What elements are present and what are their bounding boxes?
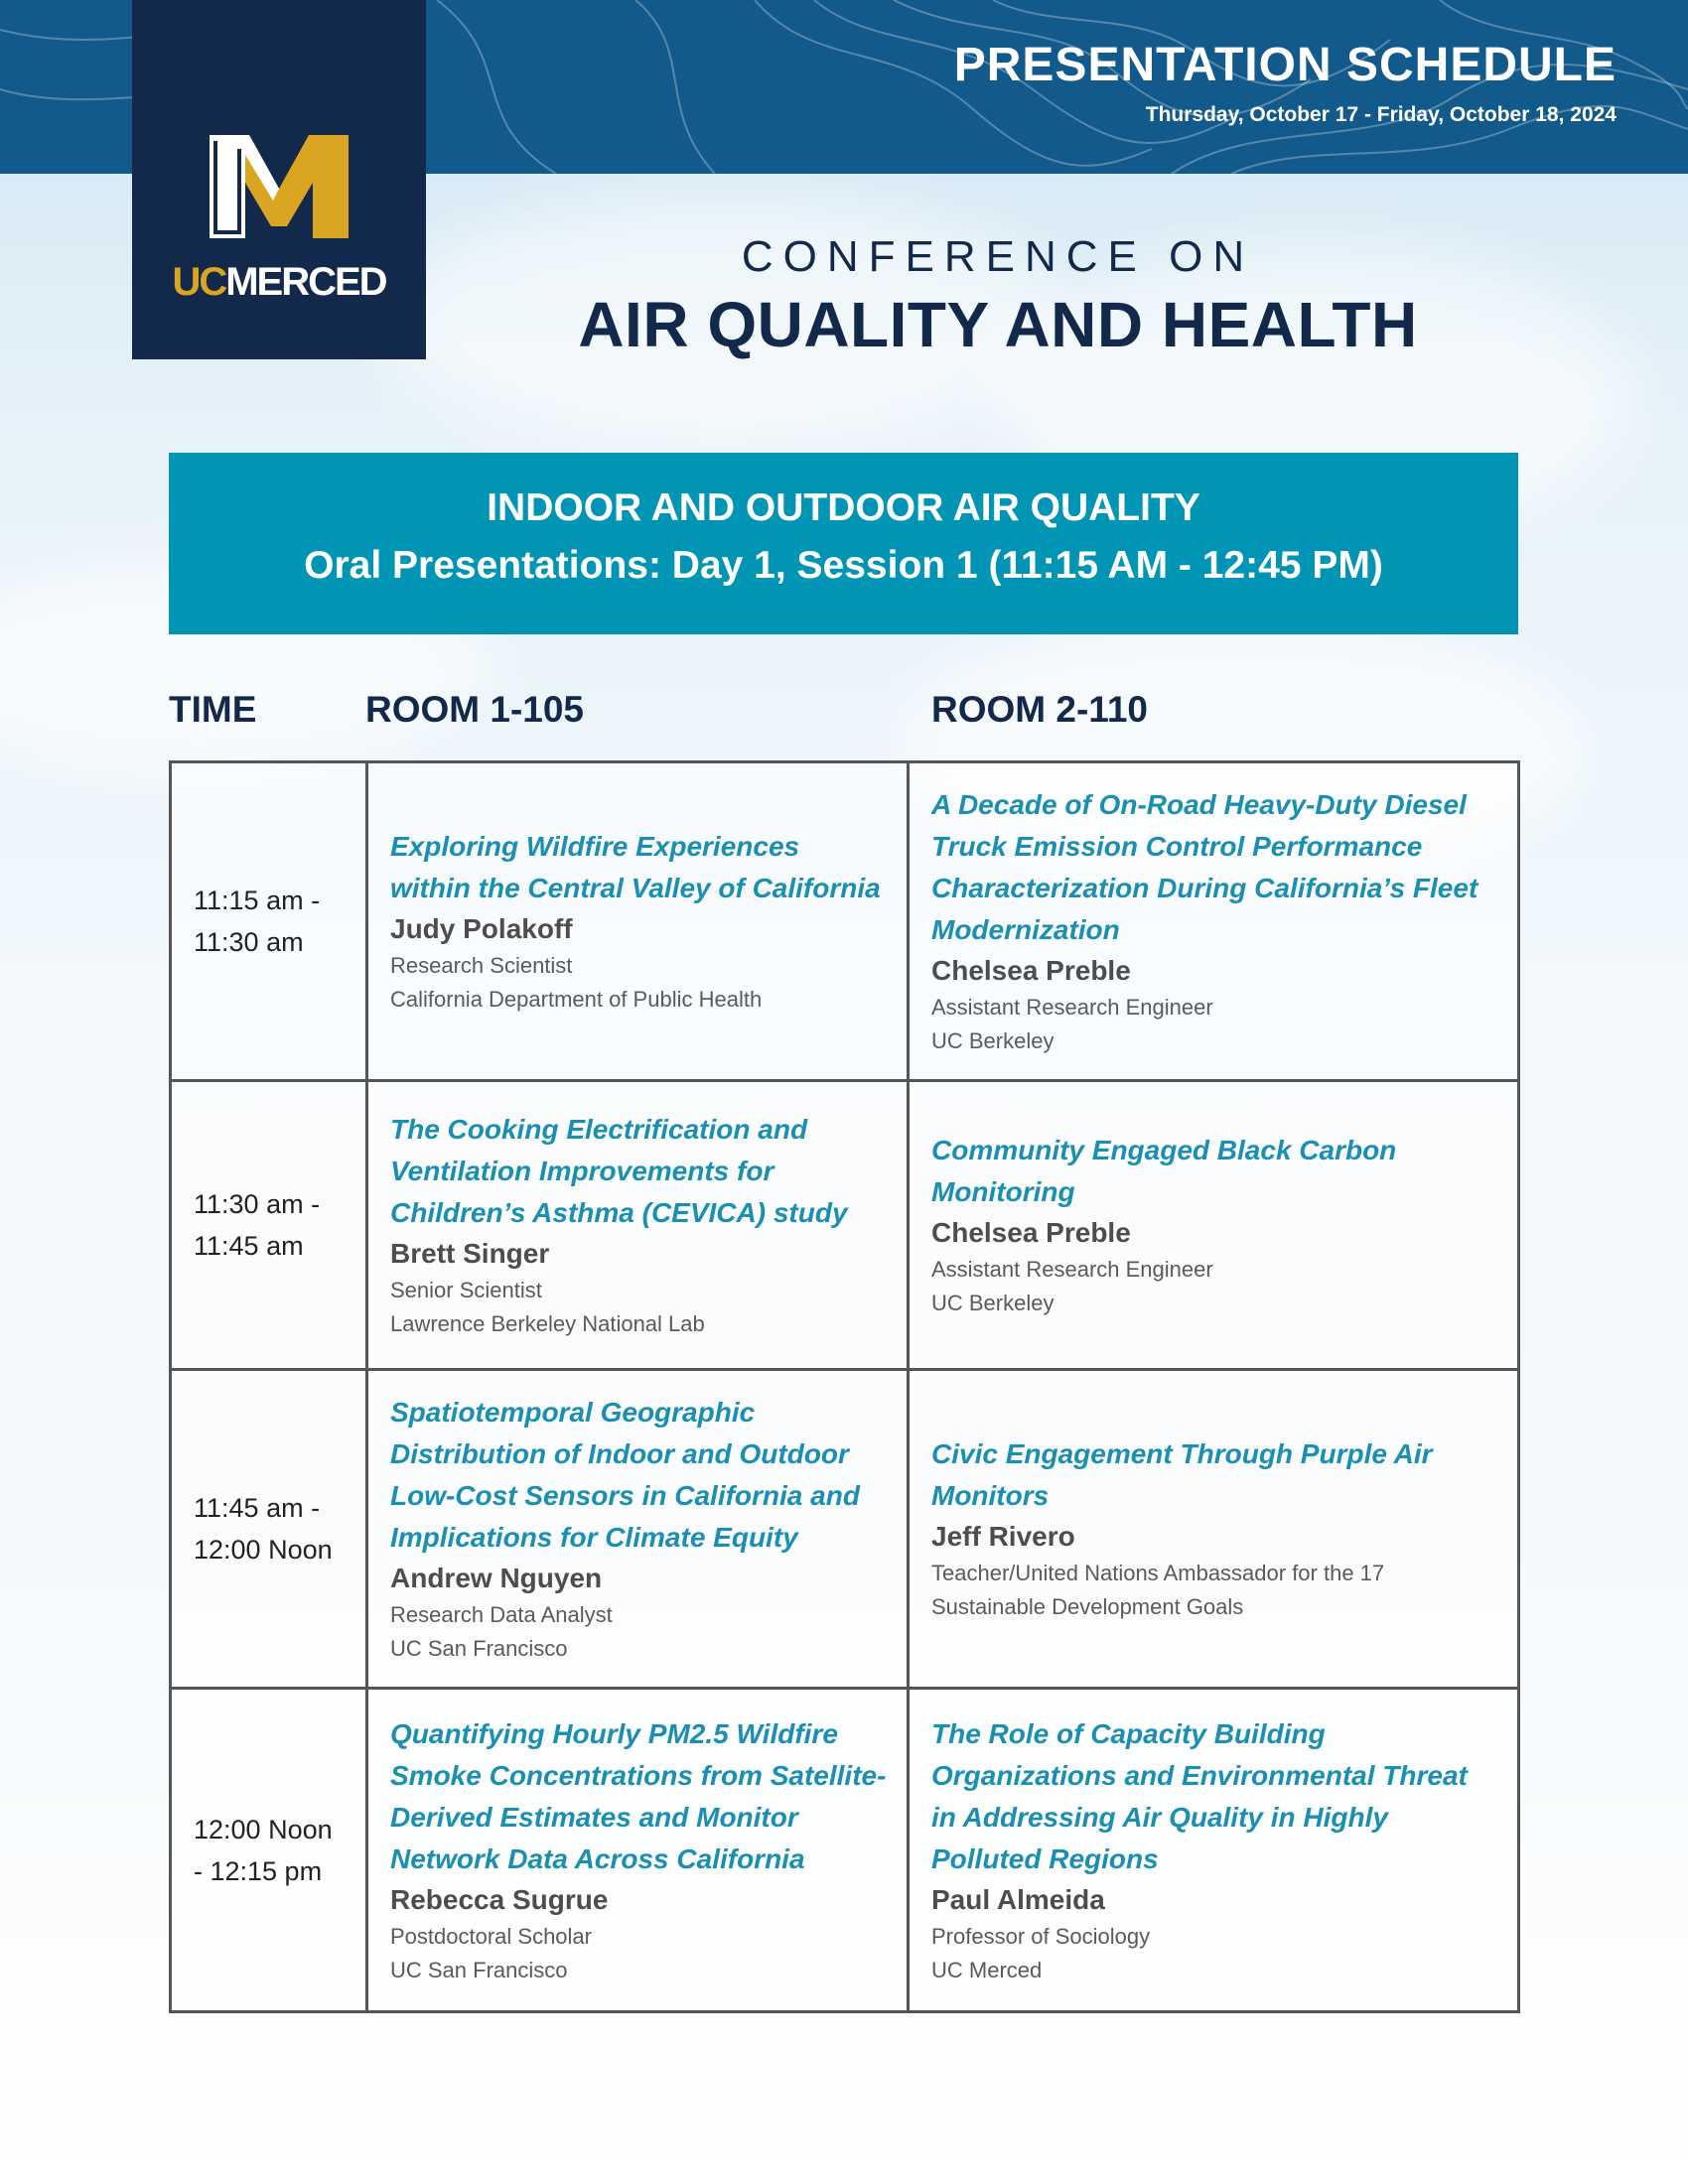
room1-cell	[367, 762, 909, 1081]
session-banner	[169, 453, 1518, 634]
conference-title: AIR QUALITY AND HEALTH	[578, 289, 1418, 360]
speaker-name: Paul Almeida	[931, 1883, 1105, 1915]
speaker-org: UC Merced	[931, 1957, 1043, 1982]
time-cell	[171, 1081, 367, 1370]
speaker-role: Senior Scientist	[390, 1278, 542, 1302]
presentation-title: Community Engaged Black Carbon Monitoring	[931, 1135, 1397, 1207]
column-header-room2: ROOM 2-110	[931, 689, 1148, 730]
speaker-name: Brett Singer	[390, 1238, 550, 1269]
room2-cell	[909, 762, 1519, 1081]
presentation-title: Exploring Wildfire Experiences within the Central Valley of California	[390, 831, 881, 903]
presentation-title: Civic Engagement Through Purple Air Monitors	[931, 1438, 1433, 1511]
presentation-title: A Decade of On-Road Heavy-Duty Diesel Truck Emission Control Performance Characterization During California’s Fleet Modernization	[931, 789, 1478, 945]
room2-cell	[909, 1689, 1519, 2012]
table-row	[171, 1689, 1519, 2012]
speaker-name: Chelsea Preble	[931, 1217, 1131, 1248]
column-header-room1: ROOM 1-105	[365, 689, 585, 730]
logo-wordmark	[132, 260, 426, 305]
speaker-role: Assistant Research Engineer	[931, 1257, 1213, 1282]
time-start: 12:00 Noon	[194, 1814, 333, 1844]
session-topic: INDOOR AND OUTDOOR AIR QUALITY	[487, 486, 1200, 529]
speaker-name: Rebecca Sugrue	[390, 1883, 609, 1915]
presentation-title: The Role of Capacity Building Organizations and Environmental Threat in Addressing Air Quality in Highly Polluted Regions	[931, 1717, 1468, 1874]
speaker-role: Research Data Analyst	[390, 1602, 613, 1627]
time-end: 12:00 Noon	[194, 1535, 333, 1565]
room1-cell	[367, 1689, 909, 2012]
m-logo-icon	[202, 127, 356, 246]
time-cell	[171, 762, 367, 1081]
logo-uc-text: UC	[172, 260, 226, 304]
speaker-name: Judy Polakoff	[390, 913, 573, 944]
time-cell	[171, 1370, 367, 1689]
room2-cell	[909, 1081, 1519, 1370]
session-details: Oral Presentations: Day 1, Session 1 (11:15 AM - 12:45 PM)	[304, 544, 1383, 587]
speaker-role: Teacher/United Nations Ambassador for the 17 Sustainable Development Goals	[931, 1561, 1385, 1619]
uc-merced-logo	[132, 0, 426, 359]
speaker-org: California Department of Public Health	[390, 987, 763, 1012]
schedule-title: PRESENTATION SCHEDULE	[953, 39, 1617, 91]
table-row	[171, 762, 1519, 1081]
logo-merced-text: MERCED	[225, 260, 386, 304]
speaker-role: Professor of Sociology	[931, 1923, 1151, 1949]
schedule-table	[169, 760, 1520, 2013]
conference-supertitle: CONFERENCE ON	[741, 232, 1255, 281]
table-row	[171, 1081, 1519, 1370]
room2-cell	[909, 1370, 1519, 1689]
presentation-title: Quantifying Hourly PM2.5 Wildfire Smoke Concentrations from Satellite-Derived Estimates and Monitor Network Data Across California	[390, 1717, 887, 1874]
time-start: 11:30 am -	[194, 1189, 321, 1219]
speaker-org: Lawrence Berkeley National Lab	[390, 1311, 705, 1336]
speaker-role: Postdoctoral Scholar	[390, 1923, 592, 1949]
time-start: 11:45 am -	[194, 1493, 321, 1523]
speaker-role: Research Scientist	[390, 953, 573, 978]
speaker-role: Assistant Research Engineer	[931, 995, 1213, 1020]
time-start: 11:15 am -	[194, 886, 321, 915]
speaker-org: UC Berkeley	[931, 1291, 1055, 1315]
room1-cell	[367, 1081, 909, 1370]
presentation-title: The Cooking Electrification and Ventilation Improvements for Children’s Asthma (CEVICA) study	[390, 1114, 848, 1228]
speaker-name: Andrew Nguyen	[390, 1563, 603, 1593]
time-end: 11:45 am	[194, 1231, 304, 1261]
speaker-org: UC San Francisco	[390, 1636, 568, 1661]
presentation-title: Spatiotemporal Geographic Distribution of Indoor and Outdoor Low-Cost Sensors in California and Implications for Climate Equity	[390, 1397, 860, 1553]
time-cell	[171, 1689, 367, 2012]
speaker-name: Jeff Rivero	[931, 1521, 1075, 1552]
schedule-dates: Thursday, October 17 - Friday, October 18, 2024	[1145, 103, 1617, 126]
time-end: 11:30 am	[194, 927, 304, 957]
speaker-name: Chelsea Preble	[931, 955, 1131, 986]
time-end: - 12:15 pm	[194, 1855, 323, 1886]
room1-cell	[367, 1370, 909, 1689]
speaker-org: UC San Francisco	[390, 1957, 568, 1982]
table-row	[171, 1370, 1519, 1689]
column-header-time: TIME	[169, 689, 257, 730]
speaker-org: UC Berkeley	[931, 1028, 1055, 1053]
